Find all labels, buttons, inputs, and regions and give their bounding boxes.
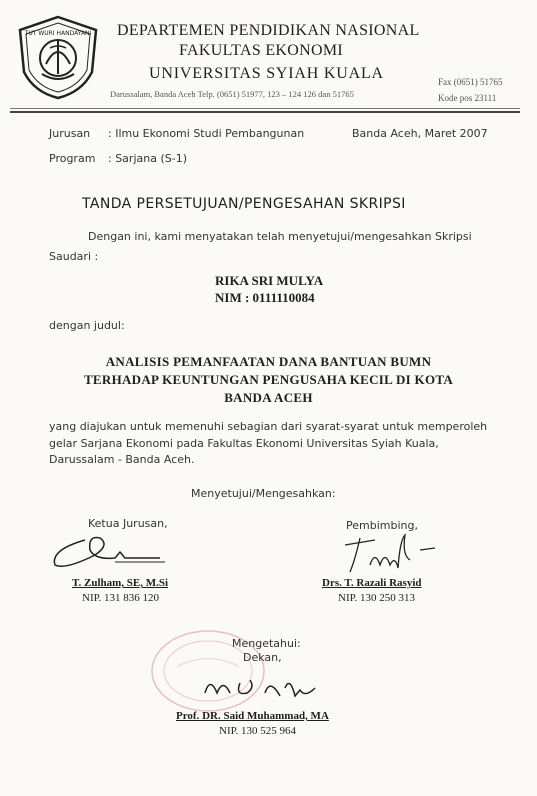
document-title: TANDA PERSETUJUAN/PENGESAHAN SKRIPSI	[82, 196, 406, 212]
dengan-judul-label: dengan judul:	[49, 319, 125, 332]
program-value: : Sarjana (S-1)	[108, 152, 187, 165]
program-label: Program	[49, 152, 96, 165]
dean-label-2: Dekan,	[243, 651, 282, 664]
right-signature	[340, 530, 450, 580]
right-signatory-role: Pembimbing,	[346, 519, 418, 532]
header-address: Darussalam, Banda Aceh Telp. (0651) 51977, 123 – 124 126 dan 51765	[110, 89, 354, 99]
place-date: Banda Aceh, Maret 2007	[352, 127, 488, 140]
header-ministry: DEPARTEMEN PENDIDIKAN NASIONAL	[117, 22, 420, 39]
header-faculty: FAKULTAS EKONOMI	[179, 42, 343, 59]
header-university: UNIVERSITAS SYIAH KUALA	[149, 65, 384, 82]
right-signatory-name: Drs. T. Razali Rasyid	[322, 577, 422, 589]
dean-nip: NIP. 130 525 964	[219, 725, 297, 737]
left-signatory-name: T. Zulham, SE, M.Si	[72, 577, 169, 589]
purpose-line-3: Darussalam - Banda Aceh.	[49, 453, 195, 466]
student-nim: NIM : 0111110084	[215, 290, 315, 305]
left-signature	[40, 530, 170, 575]
header-postal-code: Kode pos 23111	[438, 93, 497, 103]
left-signatory-nip: NIP. 131 836 120	[82, 592, 160, 604]
right-signatory-nip: NIP. 130 250 313	[338, 592, 416, 604]
jurusan-label: Jurusan	[49, 127, 91, 140]
student-name: RIKA SRI MULYA	[215, 273, 324, 288]
header-divider-thick	[10, 111, 520, 113]
dean-label-1: Mengetahui:	[232, 637, 301, 650]
thesis-title-line-1: ANALISIS PEMANFAATAN DANA BANTUAN BUMN	[105, 354, 432, 369]
header-fax: Fax (0651) 51765	[438, 77, 503, 87]
intro-line-1: Dengan ini, kami menyatakan telah menyetujui/mengesahkan Skripsi	[88, 230, 472, 243]
left-signatory-role: Ketua Jurusan,	[88, 517, 168, 530]
intro-line-2: Saudari :	[49, 250, 99, 263]
header-divider	[10, 108, 520, 109]
thesis-title-line-2: TERHADAP KEUNTUNGAN PENGUSAHA KECIL DI KOTA	[83, 372, 454, 387]
purpose-line-1: yang diajukan untuk memenuhi sebagian dari syarat-syarat untuk memperoleh	[49, 420, 488, 433]
approval-label: Menyetujui/Mengesahkan:	[191, 487, 336, 500]
thesis-title-line-3: BANDA ACEH	[224, 390, 313, 405]
purpose-line-2: gelar Sarjana Ekonomi pada Fakultas Ekonomi Universitas Syiah Kuala,	[49, 437, 439, 450]
jurusan-value: : Ilmu Ekonomi Studi Pembangunan	[108, 127, 305, 140]
dean-signature	[195, 668, 335, 708]
dean-name: Prof. DR. Said Muhammad, MA	[176, 710, 329, 722]
university-logo	[12, 14, 104, 100]
logo-text: TUT WURI HANDAYANI	[24, 30, 92, 37]
